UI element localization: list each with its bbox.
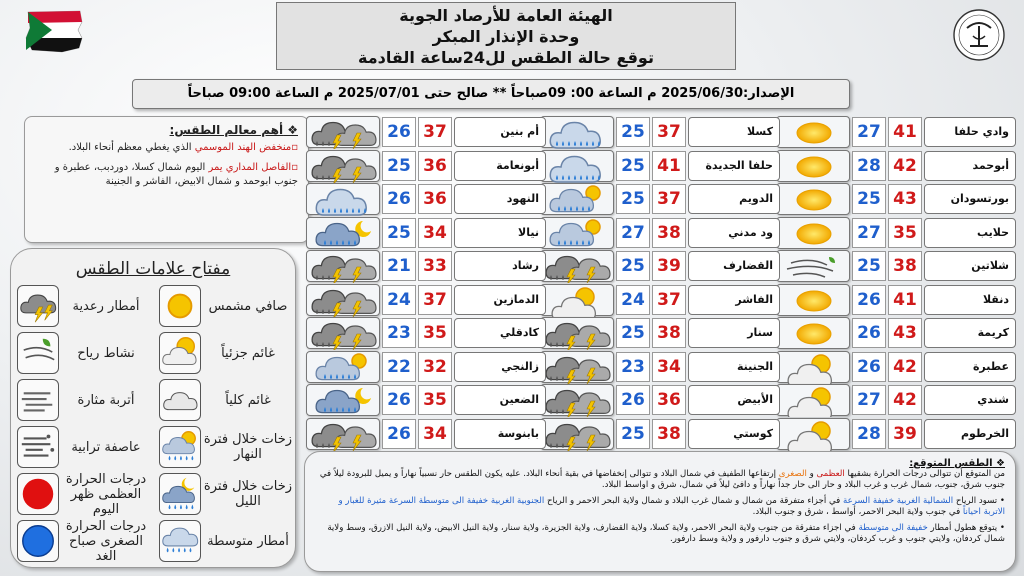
legend-item bbox=[13, 285, 153, 329]
station-row bbox=[306, 150, 546, 182]
max-temp: 36 bbox=[652, 385, 686, 415]
station-name: رشاد bbox=[454, 251, 546, 281]
max-temp: 39 bbox=[888, 419, 922, 449]
min-temp: 24 bbox=[382, 285, 416, 315]
thunder-weather-icon bbox=[306, 317, 380, 349]
max-temp: 37 bbox=[652, 184, 686, 214]
station-row bbox=[776, 150, 1016, 182]
duststorm-icon bbox=[17, 426, 59, 468]
sun-weather-icon bbox=[776, 150, 850, 182]
partly-weather-icon bbox=[776, 418, 850, 450]
partly-cloudy-icon bbox=[159, 332, 201, 374]
outlook-temperature: من المتوقع أن تتوالى درجات الحرارة بشقيها العظمى و الصغرى إرتفاعها الطفيف في شمال البلاد و تتوالى إنخفاضها في بقية أنحاء البلاد. عليه يكون الطقس حار نسبياً نهاراً و يميل للبرودة ليلاً في جنوب شرق، جنوب، شمال غرب و غرب البلاد و حار الى حار جداً نهاراً و دافئ ليلاً في شمال، شرق و اواسط البلاد. bbox=[319, 469, 1005, 490]
station-name: شندي bbox=[924, 385, 1016, 415]
min-temp: 22 bbox=[382, 352, 416, 382]
max-temp: 37 bbox=[652, 285, 686, 315]
station-row bbox=[306, 418, 546, 450]
meteorological-authority-logo bbox=[952, 8, 1006, 64]
max-temp: 37 bbox=[418, 117, 452, 147]
nightshowers-weather-icon bbox=[306, 384, 380, 416]
outlook-rain: • يتوقع هطول أمطار خفيفة الى متوسطة في اجزاء متفرقة من جنوب ولاية البحر الاحمر، ولاية كسلا، ولاية القضارف، ولاية الجزيرة، ولاية سنار، ولاية النيل الابيض، ولاية النيل الازرق، وسط ولاية شمال كردفان، ولايتي جنوب و غرب كردفان، ولايتي شرق و جنوب دارفور و ولاية وسط دارفور. bbox=[327, 523, 1005, 544]
max-temp: 43 bbox=[888, 184, 922, 214]
legend-label: درجات الحرارة الصغرى صباح الغد bbox=[65, 518, 147, 564]
station-row bbox=[776, 116, 1016, 148]
station-name: أبوحمد bbox=[924, 151, 1016, 181]
station-name: عطبرة bbox=[924, 352, 1016, 382]
legend-label: غائم جزئياً bbox=[221, 345, 275, 361]
legend-item bbox=[155, 379, 295, 423]
thunder-weather-icon bbox=[306, 150, 380, 182]
station-row bbox=[540, 250, 780, 282]
station-row bbox=[776, 250, 1016, 282]
min-temp: 25 bbox=[382, 151, 416, 181]
legend-item bbox=[155, 332, 295, 376]
outlook-winds: • تسود الرياح الشمالية الغربية خفيفة السرعة في أجزاء متفرقة من شمال و شمال غرب البلاد و شمال ولاية البحر الاحمر و الرياح الجنوبية الغربية خفيفة الى متوسطة السرعة مثيرة للغبار و الاتربة احياناً في جنوب ولاية البحر الاحمر، أواسط ، شرق و جنوب البلاد. bbox=[338, 496, 1005, 517]
min-temp: 28 bbox=[852, 151, 886, 181]
dayshowers-weather-icon bbox=[540, 217, 614, 249]
square-bullet-icon: ▫ bbox=[291, 162, 298, 173]
station-row bbox=[306, 284, 546, 316]
legend-label: صافي مشمس bbox=[208, 298, 288, 314]
min-temp: 27 bbox=[852, 385, 886, 415]
legend-title: مفتاح علامات الطقس bbox=[75, 259, 231, 279]
page-header bbox=[276, 2, 736, 70]
sun-weather-icon bbox=[776, 284, 850, 316]
sun-weather-icon bbox=[776, 116, 850, 148]
partly-weather-icon bbox=[776, 384, 850, 416]
feature-item-itcz: ▫الفاصل المداري يمر اليوم شمال كسلا، دوردبب، عطبرة و جنوب ابوحمد و شمال الابيض، الفاشر و الجنينة bbox=[54, 162, 298, 187]
thunder-weather-icon bbox=[540, 351, 614, 383]
blue-circle-icon bbox=[17, 520, 59, 562]
legend-item bbox=[13, 520, 153, 564]
station-name: ود مدني bbox=[688, 218, 780, 248]
max-temp: 38 bbox=[652, 318, 686, 348]
station-row bbox=[540, 217, 780, 249]
max-temp: 33 bbox=[418, 251, 452, 281]
station-name: الضعين bbox=[454, 385, 546, 415]
moderate-rain-icon bbox=[159, 520, 201, 562]
station-name: النهود bbox=[454, 184, 546, 214]
nightshowers-weather-icon bbox=[306, 217, 380, 249]
dust-icon bbox=[17, 379, 59, 421]
station-row bbox=[776, 384, 1016, 416]
features-title: أهم معالم الطقس: bbox=[169, 123, 284, 137]
station-name: حلفا الجديدة bbox=[688, 151, 780, 181]
partly-weather-icon bbox=[776, 351, 850, 383]
legend-item bbox=[13, 379, 153, 423]
station-row bbox=[540, 351, 780, 383]
night-showers-icon bbox=[159, 473, 201, 515]
station-row bbox=[540, 183, 780, 215]
max-temp: 32 bbox=[418, 352, 452, 382]
thunder-weather-icon bbox=[540, 384, 614, 416]
rain-weather-icon bbox=[540, 116, 614, 148]
station-row bbox=[540, 116, 780, 148]
station-name: كوستي bbox=[688, 419, 780, 449]
station-row bbox=[776, 418, 1016, 450]
station-name: أبونعامة bbox=[454, 151, 546, 181]
min-temp: 25 bbox=[616, 251, 650, 281]
rain-weather-icon bbox=[540, 150, 614, 182]
max-temp: 38 bbox=[888, 251, 922, 281]
station-name: الجنينة bbox=[688, 352, 780, 382]
diamond-bullet-icon: ❖ bbox=[283, 123, 298, 137]
thunder-weather-icon bbox=[540, 317, 614, 349]
thunder-weather-icon bbox=[306, 284, 380, 316]
thunderstorm-icon bbox=[17, 285, 59, 327]
red-circle-icon bbox=[17, 473, 59, 515]
station-row bbox=[306, 217, 546, 249]
sun-weather-icon bbox=[776, 217, 850, 249]
station-name: سنار bbox=[688, 318, 780, 348]
min-temp: 27 bbox=[852, 218, 886, 248]
max-temp: 35 bbox=[418, 385, 452, 415]
unit-title: وحدة الإنذار المبكر bbox=[432, 27, 580, 46]
station-name: بابنوسة bbox=[454, 419, 546, 449]
max-temp: 42 bbox=[888, 352, 922, 382]
cloud-icon bbox=[159, 379, 201, 421]
min-temp: 24 bbox=[616, 285, 650, 315]
station-row bbox=[776, 183, 1016, 215]
max-temp: 39 bbox=[652, 251, 686, 281]
station-row bbox=[540, 284, 780, 316]
station-row bbox=[776, 317, 1016, 349]
thunder-weather-icon bbox=[540, 418, 614, 450]
station-name: الدويم bbox=[688, 184, 780, 214]
max-temp: 38 bbox=[652, 218, 686, 248]
legend-item bbox=[155, 520, 295, 564]
max-temp: 43 bbox=[888, 318, 922, 348]
max-temp: 34 bbox=[418, 419, 452, 449]
expected-weather-box bbox=[304, 451, 1016, 572]
station-row bbox=[306, 317, 546, 349]
thunder-weather-icon bbox=[306, 116, 380, 148]
station-name: بورتسودان bbox=[924, 184, 1016, 214]
station-row bbox=[306, 116, 546, 148]
sun-weather-icon bbox=[776, 183, 850, 215]
min-temp: 23 bbox=[382, 318, 416, 348]
legend-item bbox=[155, 426, 295, 470]
min-temp: 21 bbox=[382, 251, 416, 281]
station-row bbox=[540, 418, 780, 450]
legend-label: أمطار رعدية bbox=[72, 298, 140, 314]
dayshowers-weather-icon bbox=[306, 351, 380, 383]
diamond-bullet-icon: ❖ bbox=[992, 458, 1005, 469]
square-bullet-icon: ▫ bbox=[291, 142, 298, 153]
legend-label: عاصفة ترابية bbox=[71, 439, 141, 455]
max-temp: 41 bbox=[888, 117, 922, 147]
station-name: الفاشر bbox=[688, 285, 780, 315]
station-name: القضارف bbox=[688, 251, 780, 281]
min-temp: 25 bbox=[382, 218, 416, 248]
max-temp: 34 bbox=[418, 218, 452, 248]
legend-item bbox=[13, 332, 153, 376]
min-temp: 26 bbox=[852, 352, 886, 382]
max-temp: 36 bbox=[418, 151, 452, 181]
legend-item bbox=[155, 473, 295, 517]
station-name: الخرطوم bbox=[924, 419, 1016, 449]
max-temp: 34 bbox=[652, 352, 686, 382]
min-temp: 25 bbox=[616, 117, 650, 147]
min-temp: 26 bbox=[852, 318, 886, 348]
legend-label: زخات خلال فترة النهار bbox=[203, 432, 293, 462]
forecast-title: توقع حالة الطقس لل24ساعة القادمة bbox=[358, 48, 654, 67]
weather-legend bbox=[10, 248, 296, 568]
max-temp: 36 bbox=[418, 184, 452, 214]
station-name: كادقلي bbox=[454, 318, 546, 348]
station-row bbox=[540, 150, 780, 182]
station-row bbox=[776, 284, 1016, 316]
max-temp: 42 bbox=[888, 151, 922, 181]
min-temp: 26 bbox=[382, 419, 416, 449]
legend-item bbox=[155, 285, 295, 329]
thunder-weather-icon bbox=[306, 250, 380, 282]
min-temp: 25 bbox=[616, 419, 650, 449]
sun-weather-icon bbox=[776, 317, 850, 349]
min-temp: 25 bbox=[852, 251, 886, 281]
min-temp: 23 bbox=[616, 352, 650, 382]
max-temp: 35 bbox=[888, 218, 922, 248]
rain-weather-icon bbox=[306, 183, 380, 215]
wind-weather-icon bbox=[776, 250, 850, 282]
sudan-flag-icon bbox=[22, 8, 88, 54]
station-row bbox=[776, 217, 1016, 249]
max-temp: 37 bbox=[652, 117, 686, 147]
station-name: شلاتين bbox=[924, 251, 1016, 281]
station-name: وادي حلفا bbox=[924, 117, 1016, 147]
station-name: نيالا bbox=[454, 218, 546, 248]
day-showers-icon bbox=[159, 426, 201, 468]
station-name: أم بنين bbox=[454, 117, 546, 147]
station-row bbox=[306, 183, 546, 215]
weather-features-box bbox=[24, 116, 309, 243]
station-row bbox=[540, 317, 780, 349]
min-temp: 28 bbox=[852, 419, 886, 449]
legend-label: أتربة مثارة bbox=[77, 392, 135, 408]
min-temp: 25 bbox=[616, 151, 650, 181]
min-temp: 25 bbox=[616, 184, 650, 214]
min-temp: 26 bbox=[616, 385, 650, 415]
legend-label: درجات الحرارة العظمى ظهر اليوم bbox=[65, 471, 147, 517]
station-name: حلايب bbox=[924, 218, 1016, 248]
partly-weather-icon bbox=[540, 284, 614, 316]
legend-label: غائم كلياً bbox=[225, 392, 271, 408]
min-temp: 26 bbox=[852, 285, 886, 315]
legend-label: نشاط رياح bbox=[77, 345, 135, 361]
station-row bbox=[306, 250, 546, 282]
min-temp: 25 bbox=[616, 318, 650, 348]
thunder-weather-icon bbox=[306, 418, 380, 450]
max-temp: 41 bbox=[888, 285, 922, 315]
min-temp: 27 bbox=[616, 218, 650, 248]
authority-title: الهيئة العامة للأرصاد الجوية bbox=[399, 6, 613, 25]
min-temp: 27 bbox=[852, 117, 886, 147]
issue-validity-bar: الإصدار:2025/06/30 م الساعة 00: 09صباحاً ** صالح حتى 2025/07/01 م الساعة 09:00 صباحاً bbox=[132, 79, 850, 109]
min-temp: 26 bbox=[382, 184, 416, 214]
sun-icon bbox=[159, 285, 201, 327]
dayshowers-weather-icon bbox=[540, 183, 614, 215]
legend-item bbox=[13, 426, 153, 470]
station-name: كسلا bbox=[688, 117, 780, 147]
station-row bbox=[776, 351, 1016, 383]
max-temp: 41 bbox=[652, 151, 686, 181]
min-temp: 26 bbox=[382, 385, 416, 415]
station-row bbox=[306, 384, 546, 416]
station-name: الدمازين bbox=[454, 285, 546, 315]
max-temp: 42 bbox=[888, 385, 922, 415]
max-temp: 38 bbox=[652, 419, 686, 449]
station-name: الأبيض bbox=[688, 385, 780, 415]
station-name: دنقلا bbox=[924, 285, 1016, 315]
wind-leaf-icon bbox=[17, 332, 59, 374]
min-temp: 26 bbox=[382, 117, 416, 147]
max-temp: 35 bbox=[418, 318, 452, 348]
max-temp: 37 bbox=[418, 285, 452, 315]
station-row bbox=[540, 384, 780, 416]
min-temp: 25 bbox=[852, 184, 886, 214]
station-name: كريمة bbox=[924, 318, 1016, 348]
station-row bbox=[306, 351, 546, 383]
thunder-weather-icon bbox=[540, 250, 614, 282]
legend-label: أمطار متوسطة bbox=[207, 533, 289, 549]
outlook-title: الطقس المتوقع: bbox=[909, 458, 993, 469]
feature-item-monsoon: ▫منخفض الهند الموسمي الذي يغطي معظم أنحاء البلاد. bbox=[68, 142, 298, 153]
legend-item bbox=[13, 473, 153, 517]
station-name: زالنجي bbox=[454, 352, 546, 382]
legend-label: زخات خلال فترة الليل bbox=[203, 479, 293, 509]
